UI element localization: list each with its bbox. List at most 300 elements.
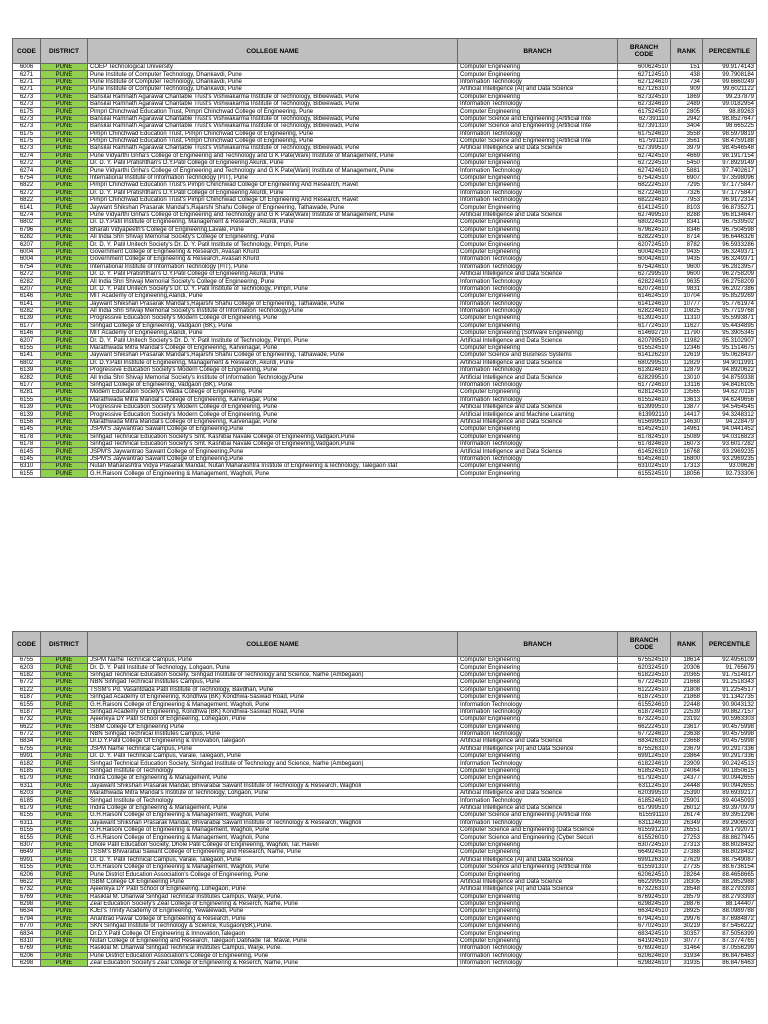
table-row [13, 137, 757, 144]
cell-percentile: 93.09626 [703, 463, 757, 470]
cell-branch-code: 627391110 [618, 115, 671, 122]
table-row [13, 293, 757, 300]
cell-percentile: 97.7402617 [703, 167, 757, 174]
cell-branch: Computer Engineering [458, 64, 618, 71]
cell-college-name: Sinhgad College of Engineering, Vadgaon (BK), Pune [88, 381, 458, 388]
cell-branch-code: 620399510 [618, 790, 671, 797]
table-row [13, 145, 757, 152]
cell-rank: 10825 [671, 307, 703, 314]
cell-percentile: 99.6021122 [703, 86, 757, 93]
cell-branch: Information Technology [458, 701, 618, 708]
cell-college-name: Dr. D. Y. Patil Unitech Society's Dr. D. Y. Patil Institute of Technology, Pimpri, Pune [88, 337, 458, 344]
cell-percentile: 96.2027386 [703, 285, 757, 292]
cell-percentile: 92.733306 [703, 470, 757, 477]
cell-district: PUNE [41, 760, 88, 767]
table-row [13, 448, 757, 455]
cell-percentile: 88.8028432 [703, 849, 757, 856]
cell-rank: 151 [671, 64, 703, 71]
cell-percentile: 88.2852988 [703, 878, 757, 885]
cell-college-name: KJEI's Trinity Academy of Engineering, Yewalewadi, Pune [88, 908, 458, 915]
cell-branch: Computer Engineering (Software Engineering) [458, 330, 618, 337]
cell-college-name: Pimpri Chinchwad Education Trust, Pimpri Chinchwad College of Engineering, Pune [88, 130, 458, 137]
cell-rank: 9435 [671, 248, 703, 255]
table-row [13, 470, 757, 477]
cell-branch-code: 628224610 [618, 307, 671, 314]
cell-college-name: Dr. D. Y. Patil Technical Campus, Varale, Talegaon, Pune [88, 856, 458, 863]
table-row [13, 182, 757, 189]
cell-percentile: 97.3598096 [703, 174, 757, 181]
table-row [13, 367, 757, 374]
cell-code: 6139 [13, 315, 41, 322]
cell-college-name: Pune District Education Association's College of Engineering, Pune [88, 952, 458, 959]
table-row [13, 381, 757, 388]
cell-college-name: Ajeenkya DY Patil School of Engineering, Lohegaon, Pune [88, 716, 458, 723]
cell-branch: Computer Science and Engineering (Artificial Inte [458, 812, 618, 819]
cell-district: PUNE [41, 78, 88, 85]
cell-rank: 14961 [671, 426, 703, 433]
cell-branch: Computer Science and Business Systems [458, 352, 618, 359]
cell-college-name: All India Shri Shivaji Memorial Society's Institute of Information Technology,Pune [88, 307, 458, 314]
cell-percentile: 93.2969235 [703, 448, 757, 455]
cell-percentile: 88.7549087 [703, 856, 757, 863]
cell-district: PUNE [41, 693, 88, 700]
cell-college-name: JSPM'S Jaywantrao Sawant College of Engineering,Pune [88, 455, 458, 462]
cell-college-name: Marathwada Mitra Mandal's Institute of Technology, Lohgaon, Pune [88, 790, 458, 797]
cell-district: PUNE [41, 367, 88, 374]
cell-branch: Information Technology [458, 396, 618, 403]
table-row [13, 130, 757, 137]
table-row [13, 664, 757, 671]
cell-college-name: International Institute of Information Technology (I²IT), Pune [88, 174, 458, 181]
table-row [13, 937, 757, 944]
cell-percentile: 91.765679 [703, 664, 757, 671]
cell-college-name: Jayawant Shikshan Prasarak Mandal, Bhivarabai Sawant Institute of Technology & Research, Wagholi [88, 782, 458, 789]
cell-code: 6274 [13, 152, 41, 159]
cell-percentile: 89.2906503 [703, 819, 757, 826]
cell-branch-code: 615591110 [618, 812, 671, 819]
table-row [13, 463, 757, 470]
cell-rank: 21668 [671, 679, 703, 686]
cell-rank: 25390 [671, 790, 703, 797]
table-row [13, 679, 757, 686]
cell-percentile: 94.0316823 [703, 433, 757, 440]
cell-rank: 14417 [671, 411, 703, 418]
cell-branch-code: 680224510 [618, 219, 671, 226]
cell-branch: Computer Engineering [458, 426, 618, 433]
cell-branch-code: 617724610 [618, 381, 671, 388]
cell-code: 6203 [13, 790, 41, 797]
cell-percentile: 99.6660249 [703, 78, 757, 85]
cell-college-name: Dhole Patil Education Society, Dhole Patil College of Engineering, Wagholi, Tal. Haveli [88, 841, 458, 848]
table-row [13, 716, 757, 723]
cell-district: PUNE [41, 100, 88, 107]
cell-district: PUNE [41, 115, 88, 122]
cell-percentile: 88.144407 [703, 900, 757, 907]
cell-code: 6272 [13, 160, 41, 167]
table-row [13, 915, 757, 922]
table-row [13, 908, 757, 915]
cell-rank: 8103 [671, 204, 703, 211]
table-row [13, 270, 757, 277]
table-row [13, 219, 757, 226]
cell-branch-code: 679624510 [618, 226, 671, 233]
cell-branch-code: 614126210 [618, 352, 671, 359]
table-row [13, 197, 757, 204]
table-row [13, 71, 757, 78]
cell-percentile: 98.4759188 [703, 137, 757, 144]
table-row [13, 226, 757, 233]
cell-branch: Information Technology [458, 945, 618, 952]
cell-percentile: 96.8134647 [703, 211, 757, 218]
cell-branch-code: 675424510 [618, 174, 671, 181]
cell-branch: Artificial Intelligence and Data Science [458, 418, 618, 425]
cell-branch: Artificial Intelligence and Data Science [458, 878, 618, 885]
table-row [13, 730, 757, 737]
cell-code: 6207 [13, 285, 41, 292]
cell-percentile: 90.2917336 [703, 745, 757, 752]
cell-percentile: 98.5979819 [703, 130, 757, 137]
cell-district: PUNE [41, 64, 88, 71]
table-row [13, 307, 757, 314]
cell-district: PUNE [41, 664, 88, 671]
cutoff-table-1 [12, 38, 757, 478]
cell-code: 6273 [13, 145, 41, 152]
cell-district: PUNE [41, 841, 88, 848]
table-row [13, 374, 757, 381]
cell-branch: Computer Engineering [458, 174, 618, 181]
cell-branch: Computer Engineering [458, 841, 618, 848]
cell-percentile: 89.4045093 [703, 797, 757, 804]
cell-branch: Artificial Intelligence and Data Science [458, 804, 618, 811]
table-row [13, 256, 757, 263]
cell-branch-code: 613924510 [618, 315, 671, 322]
header-district: DISTRICT [41, 39, 88, 64]
cell-percentile: 88.8028432 [703, 841, 757, 848]
cell-college-name: NBN Sinhgad Technical Institutes Campus, Pune [88, 679, 458, 686]
cell-branch-code: 615591310 [618, 863, 671, 870]
cell-code: 6185 [13, 767, 41, 774]
table-row [13, 64, 757, 71]
cell-percentile: 96.3249371 [703, 248, 757, 255]
cell-code: 6145 [13, 426, 41, 433]
cell-district: PUNE [41, 359, 88, 366]
cell-college-name: Sinhgad Institute of Technology [88, 767, 458, 774]
cell-college-name: Government College of Engineering & Research, Avasari Khurd [88, 248, 458, 255]
cell-percentile: 96.2758209 [703, 270, 757, 277]
cell-district: PUNE [41, 723, 88, 730]
header-district: DISTRICT [41, 632, 88, 657]
cell-rank: 16768 [671, 448, 703, 455]
cell-code: 6622 [13, 723, 41, 730]
table-row [13, 123, 757, 130]
table-row [13, 315, 757, 322]
cell-rank: 23909 [671, 760, 703, 767]
cell-branch: Computer Engineering [458, 315, 618, 322]
header-college-name: COLLEGE NAME [88, 39, 458, 64]
cell-code: 6175 [13, 130, 41, 137]
table-row [13, 241, 757, 248]
table-row [13, 701, 757, 708]
cell-rank: 22539 [671, 708, 703, 715]
cell-branch: Information Technology [458, 730, 618, 737]
cell-branch-code: 675524510 [618, 657, 671, 664]
table-row [13, 389, 757, 396]
cell-code: 6754 [13, 174, 41, 181]
cell-code: 6732 [13, 716, 41, 723]
cell-branch: Computer Engineering [458, 248, 618, 255]
cell-rank: 3404 [671, 123, 703, 130]
cell-branch-code: 620324510 [618, 664, 671, 671]
cell-branch-code: 682224610 [618, 197, 671, 204]
cell-rank: 10704 [671, 293, 703, 300]
cell-branch-code: 618724610 [618, 708, 671, 715]
cell-percentile: 88.6736154 [703, 863, 757, 870]
cell-rank: 9435 [671, 256, 703, 263]
table-row [13, 886, 757, 893]
cell-rank: 31464 [671, 945, 703, 952]
cell-rank: 3558 [671, 130, 703, 137]
cell-district: PUNE [41, 426, 88, 433]
cell-percentile: 95.3102907 [703, 337, 757, 344]
cell-college-name: JSPM Narhe Technical Campus, Pune [88, 745, 458, 752]
cell-branch-code: 662224510 [618, 723, 671, 730]
cell-college-name: International Institute of Information Technology (I²IT), Pune [88, 263, 458, 270]
cell-branch-code: 627299510 [618, 270, 671, 277]
cell-branch: Artificial Intelligence (AI) and Data Science [458, 856, 618, 863]
cell-percentile: 90.4575998 [703, 723, 757, 730]
cell-rank: 31935 [671, 960, 703, 967]
cell-percentile: 90.2424513 [703, 760, 757, 767]
cell-code: 6177 [13, 322, 41, 329]
cell-branch-code: 675526310 [618, 745, 671, 752]
cell-branch: Computer Engineering [458, 767, 618, 774]
cell-college-name: Jayawant Shikshan Prasarak Mandal, Bhivarabai Sawant Institute of Technology & Research, Wagholi [88, 819, 458, 826]
cell-college-name: Pimpri Chinchwad Education Trust's Pimpri Chinchwad College Of Engineering And Research, Ravet [88, 197, 458, 204]
cell-branch: Information Technology [458, 960, 618, 967]
table-row [13, 300, 757, 307]
cell-branch: Artificial Intelligence and Machine Learning [458, 411, 618, 418]
cell-college-name: Pimpri Chinchwad Education Trust's Pimpri Chinchwad College Of Engineering And Research, Ravet [88, 182, 458, 189]
cell-branch-code: 618224510 [618, 671, 671, 678]
cell-college-name: Bansilal Ramnath Agarawal Charitable Trust's Vishwakarma Institute of Technology, Bibwewadi, Pune [88, 115, 458, 122]
cell-rank: 31934 [671, 952, 703, 959]
cell-branch-code: 631124610 [618, 819, 671, 826]
cell-rank: 21808 [671, 686, 703, 693]
table-row [13, 411, 757, 418]
cell-rank: 27313 [671, 841, 703, 848]
cell-code: 6178 [13, 433, 41, 440]
cell-code: 6187 [13, 693, 41, 700]
cell-district: PUNE [41, 233, 88, 240]
cell-college-name: Progressive Education Society's Modern College of Engineering, Pune [88, 367, 458, 374]
cell-branch-code: 618524610 [618, 797, 671, 804]
cell-code: 6732 [13, 886, 41, 893]
cell-branch-code: 614526310 [618, 448, 671, 455]
cell-branch-code: 628224510 [618, 233, 671, 240]
cell-code: 6796 [13, 226, 41, 233]
cell-code: 6274 [13, 211, 41, 218]
table-row [13, 433, 757, 440]
cell-percentile: 94.8920622 [703, 367, 757, 374]
cell-code: 6206 [13, 952, 41, 959]
cell-rank: 23668 [671, 738, 703, 745]
table-row [13, 960, 757, 967]
cell-code: 6207 [13, 241, 41, 248]
cell-percentile: 86.8476463 [703, 960, 757, 967]
cell-branch-code: 627324510 [618, 93, 671, 100]
cell-branch-code: 627424510 [618, 152, 671, 159]
table-row [13, 330, 757, 337]
cell-branch-code: 627391310 [618, 123, 671, 130]
cell-code: 6634 [13, 908, 41, 915]
cell-branch-code: 677024510 [618, 923, 671, 930]
cell-branch-code: 617724510 [618, 322, 671, 329]
cell-branch: Information Technology [458, 300, 618, 307]
cell-branch-code: 615524510 [618, 470, 671, 477]
cell-code: 6177 [13, 381, 41, 388]
cell-percentile: 99.7908184 [703, 71, 757, 78]
cell-district: PUNE [41, 108, 88, 115]
cell-rank: 23864 [671, 753, 703, 760]
cell-percentile: 91.2518343 [703, 679, 757, 686]
cell-college-name: Anantrao Pawar College of Engineering & Research, Pune [88, 915, 458, 922]
cell-branch: Computer Engineering [458, 219, 618, 226]
cell-code: 6769 [13, 945, 41, 952]
cell-percentile: 99.237879 [703, 93, 757, 100]
cell-branch: Artificial Intelligence and Data Science [458, 270, 618, 277]
cell-percentile: 88.2793393 [703, 886, 757, 893]
cell-code: 6175 [13, 108, 41, 115]
cell-district: PUNE [41, 790, 88, 797]
cell-code: 6155 [13, 701, 41, 708]
cell-rank: 26174 [671, 812, 703, 819]
cell-branch-code: 627224510 [618, 160, 671, 167]
cell-branch-code: 662299510 [618, 878, 671, 885]
cell-code: 6155 [13, 834, 41, 841]
cell-rank: 29976 [671, 915, 703, 922]
cell-district: PUNE [41, 248, 88, 255]
cell-rank: 2489 [671, 100, 703, 107]
cell-branch: Information Technology [458, 130, 618, 137]
cell-branch-code: 630724510 [618, 841, 671, 848]
cell-code: 6182 [13, 671, 41, 678]
cell-code: 6273 [13, 115, 41, 122]
cell-branch: Computer Engineering [458, 723, 618, 730]
cell-branch-code: 620724510 [618, 241, 671, 248]
cell-percentile: 94.228479 [703, 418, 757, 425]
cell-branch: Computer Engineering [458, 470, 618, 477]
cell-percentile: 94.3248312 [703, 411, 757, 418]
cell-rank: 18614 [671, 657, 703, 664]
cell-branch: Information Technology [458, 197, 618, 204]
cell-rank: 734 [671, 78, 703, 85]
cell-college-name: Dr. D. Y. Patil Pratishthan's D.Y.Patil College of Engineering Akurdi, Pune [88, 160, 458, 167]
cell-percentile: 94.0441452 [703, 426, 757, 433]
cell-branch: Information Technology [458, 189, 618, 196]
cell-district: PUNE [41, 893, 88, 900]
cell-branch: Computer Engineering [458, 900, 618, 907]
cell-branch-code: 613999510 [618, 403, 671, 410]
cell-branch-code: 673224510 [618, 716, 671, 723]
cell-percentile: 99.9174143 [703, 64, 757, 71]
cell-rank: 30219 [671, 923, 703, 930]
table-row [13, 108, 757, 115]
cell-branch-code: 677224510 [618, 679, 671, 686]
table-row [13, 841, 757, 848]
cell-branch-code: 629824510 [618, 900, 671, 907]
cell-college-name: NBN Sinhgad Technical Institutes Campus, Pune [88, 730, 458, 737]
cell-branch-code: 679424510 [618, 915, 671, 922]
table-row [13, 863, 757, 870]
cell-district: PUNE [41, 226, 88, 233]
cell-district: PUNE [41, 671, 88, 678]
table-row [13, 930, 757, 937]
cell-branch: Information Technology [458, 78, 618, 85]
cell-code: 6155 [13, 344, 41, 351]
table-row [13, 790, 757, 797]
cell-branch: Artificial Intelligence and Data Science [458, 211, 618, 218]
cell-district: PUNE [41, 679, 88, 686]
cell-rank: 18056 [671, 470, 703, 477]
cell-rank: 9635 [671, 278, 703, 285]
table-row [13, 900, 757, 907]
cell-district: PUNE [41, 344, 88, 351]
cell-college-name: Sinhgad Technical Education Society, Sinhgad Institute of Technology and Science, Narhe (Ambegaon) [88, 760, 458, 767]
cell-percentile: 96.2813957 [703, 263, 757, 270]
cell-college-name: Pimpri Chinchwad Education Trust, Pimpri Chinchwad College of Engineering, Pune [88, 108, 458, 115]
cell-percentile: 88.2793393 [703, 893, 757, 900]
cell-percentile: 93.6017282 [703, 440, 757, 447]
cell-branch-code: 620799510 [618, 337, 671, 344]
table-row [13, 826, 757, 833]
cell-branch-code: 615591210 [618, 826, 671, 833]
cell-rank: 27629 [671, 856, 703, 863]
cell-district: PUNE [41, 307, 88, 314]
table-row [13, 804, 757, 811]
cell-rank: 26349 [671, 819, 703, 826]
cell-college-name: Dr.D.Y.Patil College Of Engineering & Innovation,Talegaon [88, 738, 458, 745]
cell-rank: 24377 [671, 775, 703, 782]
cell-branch: Computer Engineering [458, 241, 618, 248]
cell-college-name: Pune Vidyarthi Griha's College of Engineering and Technology and G K Pate(Wani) Institute of Management, Pune [88, 167, 458, 174]
cell-branch: Computer Engineering [458, 686, 618, 693]
cell-branch-code: 617524610 [618, 130, 671, 137]
cell-district: PUNE [41, 745, 88, 752]
cell-percentile: 98.89263 [703, 108, 757, 115]
cell-district: PUNE [41, 137, 88, 144]
cell-branch: Computer Engineering [458, 344, 618, 351]
cell-district: PUNE [41, 775, 88, 782]
cell-branch: Computer Engineering [458, 322, 618, 329]
cell-branch: Artificial Intelligence and Data Science [458, 145, 618, 152]
cell-code: 6802 [13, 219, 41, 226]
cell-percentile: 87.5456222 [703, 923, 757, 930]
cell-rank: 11627 [671, 322, 703, 329]
cell-code: 6156 [13, 418, 41, 425]
cell-code: 6770 [13, 923, 41, 930]
header-code: CODE [13, 632, 41, 657]
cell-branch: Computer Engineering [458, 226, 618, 233]
cell-rank: 28876 [671, 900, 703, 907]
cell-college-name: Marathwada Mitra Mandal's College of Engineering, Karvenagar, Pune [88, 396, 458, 403]
cell-college-name: Sinhgad Technical Education Society's Smt. Kashibai Navale College of Engineering,Vadgaon,Pune [88, 433, 458, 440]
table-row [13, 686, 757, 693]
cell-district: PUNE [41, 826, 88, 833]
cell-district: PUNE [41, 374, 88, 381]
table-row [13, 945, 757, 952]
table-row [13, 782, 757, 789]
cell-college-name: JSPM'S Jaywantrao Sawant College of Engineering,Pune [88, 448, 458, 455]
